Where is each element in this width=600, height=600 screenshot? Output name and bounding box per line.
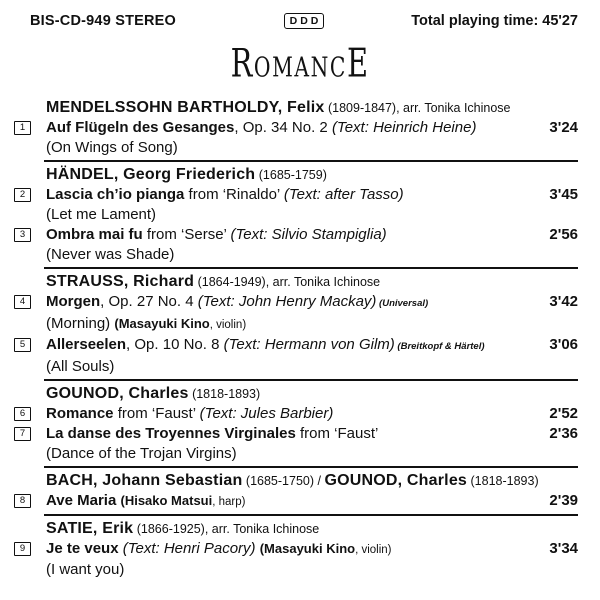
track-duration: 2'39 [549,492,578,509]
text-run: Lascia ch’io pianga [46,186,185,203]
track-number-box: 5 [14,338,31,352]
text-run: , violin) [355,544,392,556]
composer-section [14,95,578,160]
text-run: (1685-1759) [255,168,327,182]
track-translation [14,357,578,377]
track-number-box: 7 [14,427,31,441]
track-row [14,118,578,138]
text-run: Romance [46,405,114,422]
track-duration: 3'42 [549,293,578,310]
text-run: Je te veux [46,540,123,557]
track-translation [14,205,578,225]
track-number-box: 8 [14,494,31,508]
track-title [46,539,549,560]
track-title [46,292,549,314]
composer-section [14,516,578,582]
track-row [14,424,578,444]
track-title [46,424,549,444]
ddd-recording-badge: DDD [284,13,325,29]
text-run: (Masayuki Kino [259,541,356,556]
track-duration: 3'24 [549,119,578,136]
track-translation [14,560,578,580]
track-title [46,225,549,245]
text-run: (Text: Henri Pacory) [122,540,256,557]
track-translation [14,245,578,265]
text-run: from ‘Rinaldo’ [184,186,284,203]
track-row [14,185,578,205]
text-run: (1818-1893) [188,387,261,401]
track-number-box: 4 [14,295,31,309]
title-last-letter: E [346,40,370,86]
track-duration: 2'52 [549,405,578,422]
track-number-box: 1 [14,121,31,135]
text-run: (Hisako Matsui [120,493,213,508]
track-duration: 2'56 [549,226,578,243]
text-run: STRAUSS, Richard [46,273,195,290]
track-number-box: 3 [14,228,31,242]
track-number-box: 6 [14,407,31,421]
text-run: (All Souls) [46,358,115,375]
text-run: (1864-1949), arr. Tonika Ichinose [194,275,381,289]
text-run: SATIE, Erik [46,520,134,537]
text-run: (Text: John Henry Mackay) [197,293,377,310]
composer-section [14,162,578,267]
text-run: (Text: Heinrich Heine) [331,119,477,136]
title-first-letter: R [230,40,254,86]
text-run: La danse des Troyennes Virginales [46,425,296,442]
text-run: , Op. 34 No. 2 [234,119,332,136]
text-run: (Text: Jules Barbier) [199,405,334,422]
text-run: , Op. 10 No. 8 [126,336,224,353]
text-run: , Op. 27 No. 4 [100,293,198,310]
text-run: (Morning) [46,315,115,332]
text-run: Ave Maria [46,492,117,509]
text-run: (I want you) [46,561,125,578]
composer-section [14,381,578,466]
composer-section [14,269,578,379]
track-translation [14,444,578,464]
text-run: (Masayuki Kino [114,316,210,331]
text-run: Auf Flügeln des Gesanges [46,119,235,136]
composer-section [14,468,578,514]
track-row [14,292,578,314]
text-run: BACH, Johann Sebastian [46,472,243,489]
track-translation [14,314,578,335]
text-run: (Universal) [376,298,429,309]
track-row [14,225,578,245]
text-run: Morgen [46,293,101,310]
track-title [46,404,549,424]
text-run: (Text: after Tasso) [283,186,404,203]
total-playing-time: Total playing time: 45'27 [411,13,578,29]
text-run: (Dance of the Trojan Virgins) [46,445,237,462]
text-run: (Never was Shade) [46,246,175,263]
text-run: (1818-1893) [467,474,539,488]
composer-line [14,471,578,491]
text-run: , violin) [209,319,247,331]
track-title [46,118,549,138]
text-run: (Breitkopf & Härtel) [394,341,485,352]
title-middle-letters: OMANC [253,52,347,84]
text-run: from ‘Serse’ [142,226,231,243]
composer-line [14,165,578,185]
text-run: (On Wings of Song) [46,139,178,156]
text-run: (Text: Silvio Stampiglia) [230,226,387,243]
text-run: MENDELSSOHN BARTHOLDY, Felix [46,99,325,116]
track-translation [14,138,578,158]
text-run: (1685-1750) / [242,474,325,488]
tracklist [14,95,578,582]
composer-line [14,98,578,118]
text-run: , harp) [212,496,246,508]
album-title [230,41,369,95]
composer-line [14,272,578,292]
track-row [14,491,578,512]
text-run: (1866-1925), arr. Tonika Ichinose [133,522,320,536]
text-run: from ‘Faust’ [113,405,200,422]
text-run: GOUNOD, Charles [46,385,189,402]
catalog-number: BIS-CD-949 STEREO [30,13,177,29]
track-row [14,404,578,424]
header [0,0,600,29]
text-run: (1809-1847), arr. Tonika Ichinose [324,101,511,115]
text-run: Ombra mai fu [46,226,143,243]
text-run: HÄNDEL, Georg Friederich [46,166,256,183]
track-number-box: 9 [14,542,31,556]
track-title [46,185,549,205]
composer-line [14,384,578,404]
text-run: (Text: Hermann von Gilm) [223,336,395,353]
text-run: GOUNOD, Charles [324,472,468,489]
album-title-wrap [0,42,600,86]
track-duration: 3'45 [549,186,578,203]
track-row [14,335,578,357]
track-duration: 2'36 [549,425,578,442]
track-number-box: 2 [14,188,31,202]
track-title [46,491,549,512]
text-run: Allerseelen [46,336,127,353]
composer-line [14,519,578,539]
track-title [46,335,549,357]
track-duration: 3'34 [549,540,578,557]
text-run: from ‘Faust’ [295,425,379,442]
track-row [14,539,578,560]
text-run: (Let me Lament) [46,206,157,223]
track-duration: 3'06 [549,336,578,353]
